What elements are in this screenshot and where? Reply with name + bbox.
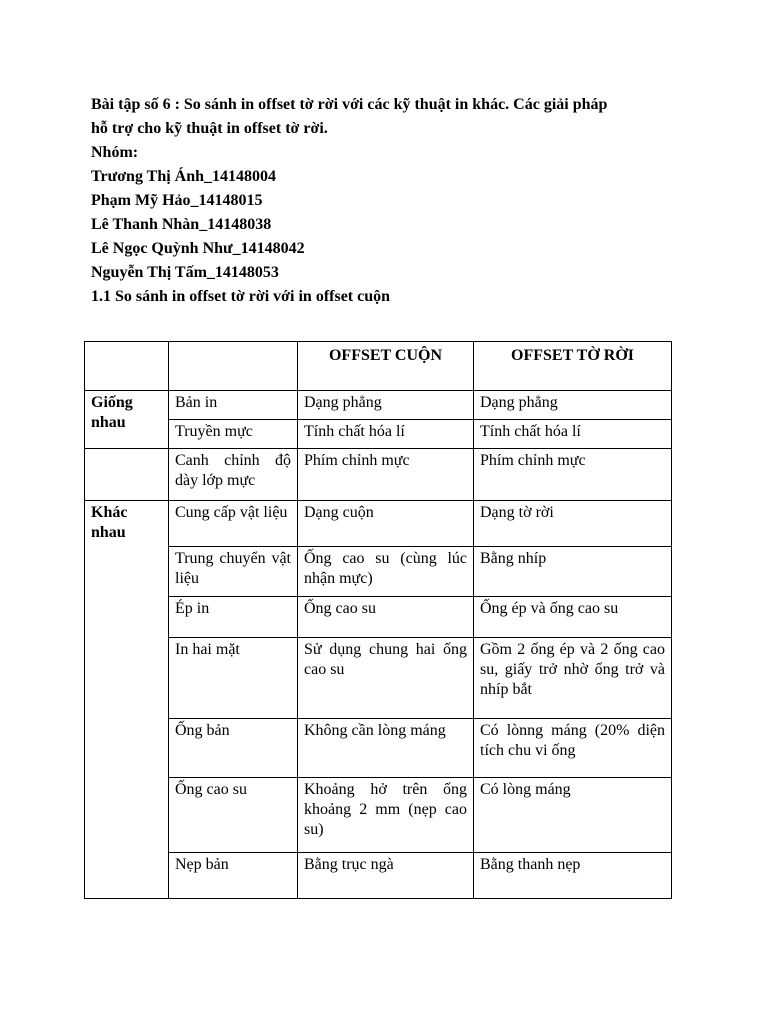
header-offset-cuon: OFFSET CUỘN [298,342,474,391]
header-offset-to-roi: OFFSET TỜ RỜI [474,342,672,391]
to-roi-cell: Bằng thanh nẹp [474,853,672,899]
cuon-cell: Dạng phẳng [298,391,474,420]
criterion-cell: Canh chỉnh độ dày lớp mực [169,449,298,501]
table-row [85,719,672,778]
to-roi-cell: Dạng tờ rời [474,501,672,547]
cuon-cell: Tính chất hóa lí [298,420,474,449]
table-row [85,449,672,501]
group-empty-cell [85,449,169,501]
table-header-row [85,342,672,391]
table-row [85,597,672,638]
assignment-title-line-2: hỗ trợ cho kỹ thuật in offset tờ rời. [91,120,328,137]
cuon-cell: Dạng cuộn [298,501,474,547]
to-roi-cell: Có lònng máng (20% diện tích chu vi ống [474,719,672,778]
criterion-cell: Cung cấp vật liệu [169,501,298,547]
criterion-cell: Bản in [169,391,298,420]
member-4: Lê Ngọc Quỳnh Như_14148042 [91,240,305,257]
to-roi-cell: Bằng nhíp [474,547,672,597]
table-row [85,547,672,597]
cuon-cell: Sử dụng chung hai ống cao su [298,638,474,719]
member-2: Phạm Mỹ Hảo_14148015 [91,192,263,209]
criterion-cell: Ống cao su [169,778,298,853]
criterion-cell: Nẹp bản [169,853,298,899]
to-roi-cell: Ống ép và ống cao su [474,597,672,638]
cuon-cell: Không cần lòng máng [298,719,474,778]
criterion-cell: Ép in [169,597,298,638]
criterion-cell: In hai mặt [169,638,298,719]
to-roi-cell: Dạng phẳng [474,391,672,420]
member-5: Nguyễn Thị Tấm_14148053 [91,264,279,281]
to-roi-cell: Tính chất hóa lí [474,420,672,449]
comparison-table [84,341,672,899]
cuon-cell: Bằng trục ngà [298,853,474,899]
header-cell-empty-2 [169,342,298,391]
table-row [85,638,672,719]
cuon-cell: Ống cao su [298,597,474,638]
table-row [85,501,672,547]
table-row [85,420,672,449]
document-heading [91,93,691,309]
table-row [85,853,672,899]
group-giong-nhau: Giống nhau [85,391,169,449]
member-3: Lê Thanh Nhàn_14148038 [91,216,272,233]
member-1: Trương Thị Ánh_14148004 [91,168,277,185]
to-roi-cell: Phím chỉnh mực [474,449,672,501]
group-label: Nhóm: [91,144,139,161]
header-cell-empty-1 [85,342,169,391]
section-heading: 1.1 So sánh in offset tờ rời với in offset cuộn [91,288,391,305]
cuon-cell: Khoảng hở trên ống khoảng 2 mm (nẹp cao su) [298,778,474,853]
assignment-title-line-1: Bài tập số 6 : So sánh in offset tờ rời với các kỹ thuật in khác. Các giải pháp [91,96,608,113]
to-roi-cell: Gồm 2 ống ép và 2 ống cao su, giấy trở nhờ ống trở và nhíp bắt [474,638,672,719]
cuon-cell: Ống cao su (cùng lúc nhận mực) [298,547,474,597]
table-row [85,778,672,853]
group-khac-nhau: Khác nhau [85,501,169,899]
cuon-cell: Phím chỉnh mực [298,449,474,501]
criterion-cell: Truyền mực [169,420,298,449]
to-roi-cell: Có lòng máng [474,778,672,853]
criterion-cell: Trung chuyển vật liệu [169,547,298,597]
table-row [85,391,672,420]
criterion-cell: Ống bản [169,719,298,778]
